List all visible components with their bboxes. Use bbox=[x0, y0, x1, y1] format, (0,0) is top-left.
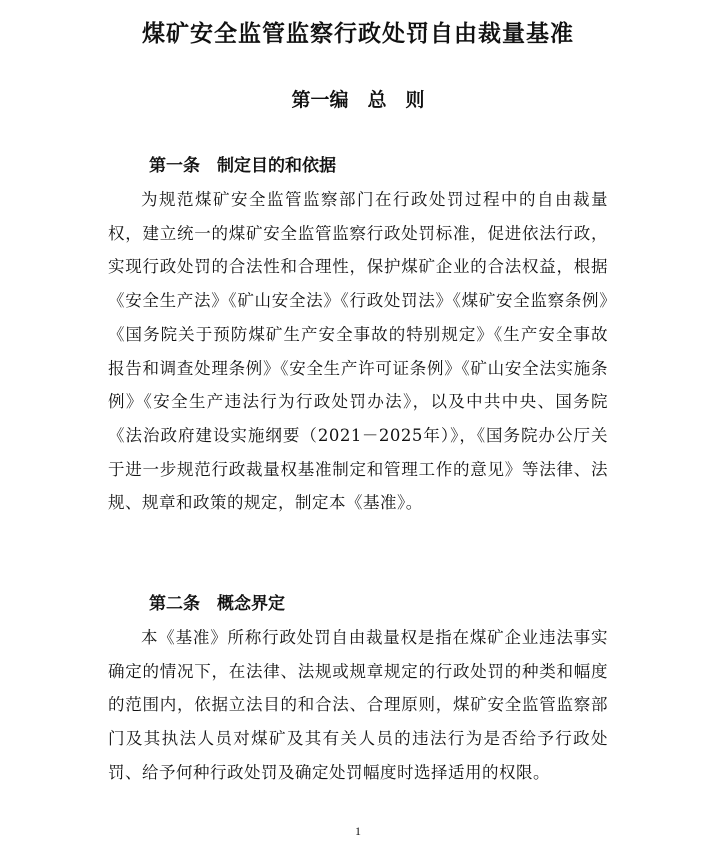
article-2-heading: 第二条 概念界定 bbox=[149, 594, 285, 614]
part-title: 第一编 总 则 bbox=[291, 89, 425, 111]
page-number: 1 bbox=[355, 824, 361, 838]
article-1-body: 为规范煤矿安全监管监察部门在行政处罚过程中的自由裁量权，建立统一的煤矿安全监管监察行政处罚标准，促进依法行政，实现行政处罚的合法性和合理性，保护煤矿企业的合法权益，根据《安全生产法》《矿山安全法》《行政处罚法》《煤矿安全监察条例》《国务院关于预防煤矿生产安全事故的特别规定》《生产安全事故报告和调查处理条例》《安全生产许可证条例》《矿山安全法实施条例》《安全生产违法行为行政处罚办法》，以及中共中央、国务院《法治政府建设实施纲要（2021－2025年）》，《国务院办公厅关于进一步规范行政裁量权基准制定和管理工作的意见》等法律、法规、规章和政策的规定，制定本《基准》。 bbox=[108, 190, 608, 513]
article-2-body: 本《基准》所称行政处罚自由裁量权是指在煤矿企业违法事实确定的情况下，在法律、法规或规章规定的行政处罚的种类和幅度的范围内，依据立法目的和合法、合理原则，煤矿安全监管监察部门及其执法人员对煤矿及其有关人员的违法行为是否给予行政处罚、给予何种行政处罚及确定处罚幅度时选择适用的权限。 bbox=[108, 628, 608, 782]
document-title: 煤矿安全监管监察行政处罚自由裁量基准 bbox=[142, 21, 574, 47]
article-1-heading: 第一条 制定目的和依据 bbox=[149, 156, 336, 176]
